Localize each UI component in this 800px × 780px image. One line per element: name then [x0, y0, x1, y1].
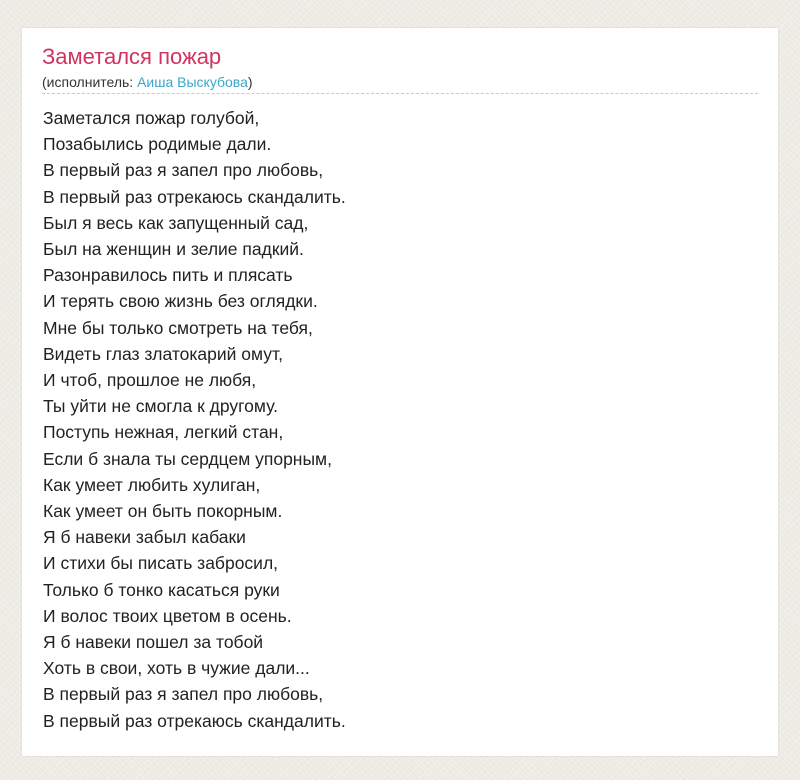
lyric-line: Поступь нежная, легкий стан,: [43, 422, 284, 443]
performer-suffix: ): [247, 74, 253, 90]
song-title: Заметался пожар: [42, 44, 222, 69]
lyric-line: Ты уйти не смогла к другому.: [43, 396, 278, 417]
lyrics-text: [43, 105, 346, 734]
lyric-line: Я б навеки забыл кабаки: [43, 527, 246, 548]
performer-link[interactable]: Аиша Выскубова: [137, 74, 248, 90]
lyric-line: Мне бы только смотреть на тебя,: [43, 317, 313, 338]
lyric-line: Видеть глаз златокарий омут,: [43, 343, 283, 364]
lyric-line: Позабылись родимые дали.: [43, 134, 272, 155]
lyric-line: И стихи бы писать забросил,: [43, 553, 279, 574]
lyrics-card: [22, 28, 778, 756]
performer-prefix: (исполнитель:: [42, 74, 138, 90]
lyric-line: Если б знала ты сердцем упорным,: [43, 448, 332, 469]
lyric-line: Хоть в свои, хоть в чужие дали...: [43, 658, 310, 679]
lyric-line: Был я весь как запущенный сад,: [43, 212, 309, 233]
lyric-line: И терять свою жизнь без оглядки.: [43, 291, 318, 312]
performer-line: [42, 73, 253, 91]
title-divider: [42, 93, 758, 94]
lyric-line: Был на женщин и зелие падкий.: [43, 239, 304, 260]
lyric-line: В первый раз я запел про любовь,: [43, 684, 324, 705]
lyric-line: В первый раз отрекаюсь скандалить.: [43, 710, 346, 731]
lyric-line: Разонравилось пить и плясать: [43, 265, 293, 286]
lyric-line: Только б тонко касаться руки: [43, 579, 280, 600]
lyric-line: Как умеет любить хулиган,: [43, 474, 261, 495]
lyric-line: И чтоб, прошлое не любя,: [43, 370, 257, 391]
lyric-line: Заметался пожар голубой,: [43, 108, 260, 128]
lyric-line: Как умеет он быть покорным.: [43, 501, 283, 522]
lyric-line: И волос твоих цветом в осень.: [43, 605, 292, 626]
lyric-line: В первый раз я запел про любовь,: [43, 160, 324, 181]
lyric-line: Я б навеки пошел за тобой: [43, 632, 264, 653]
lyric-line: В первый раз отрекаюсь скандалить.: [43, 186, 346, 207]
